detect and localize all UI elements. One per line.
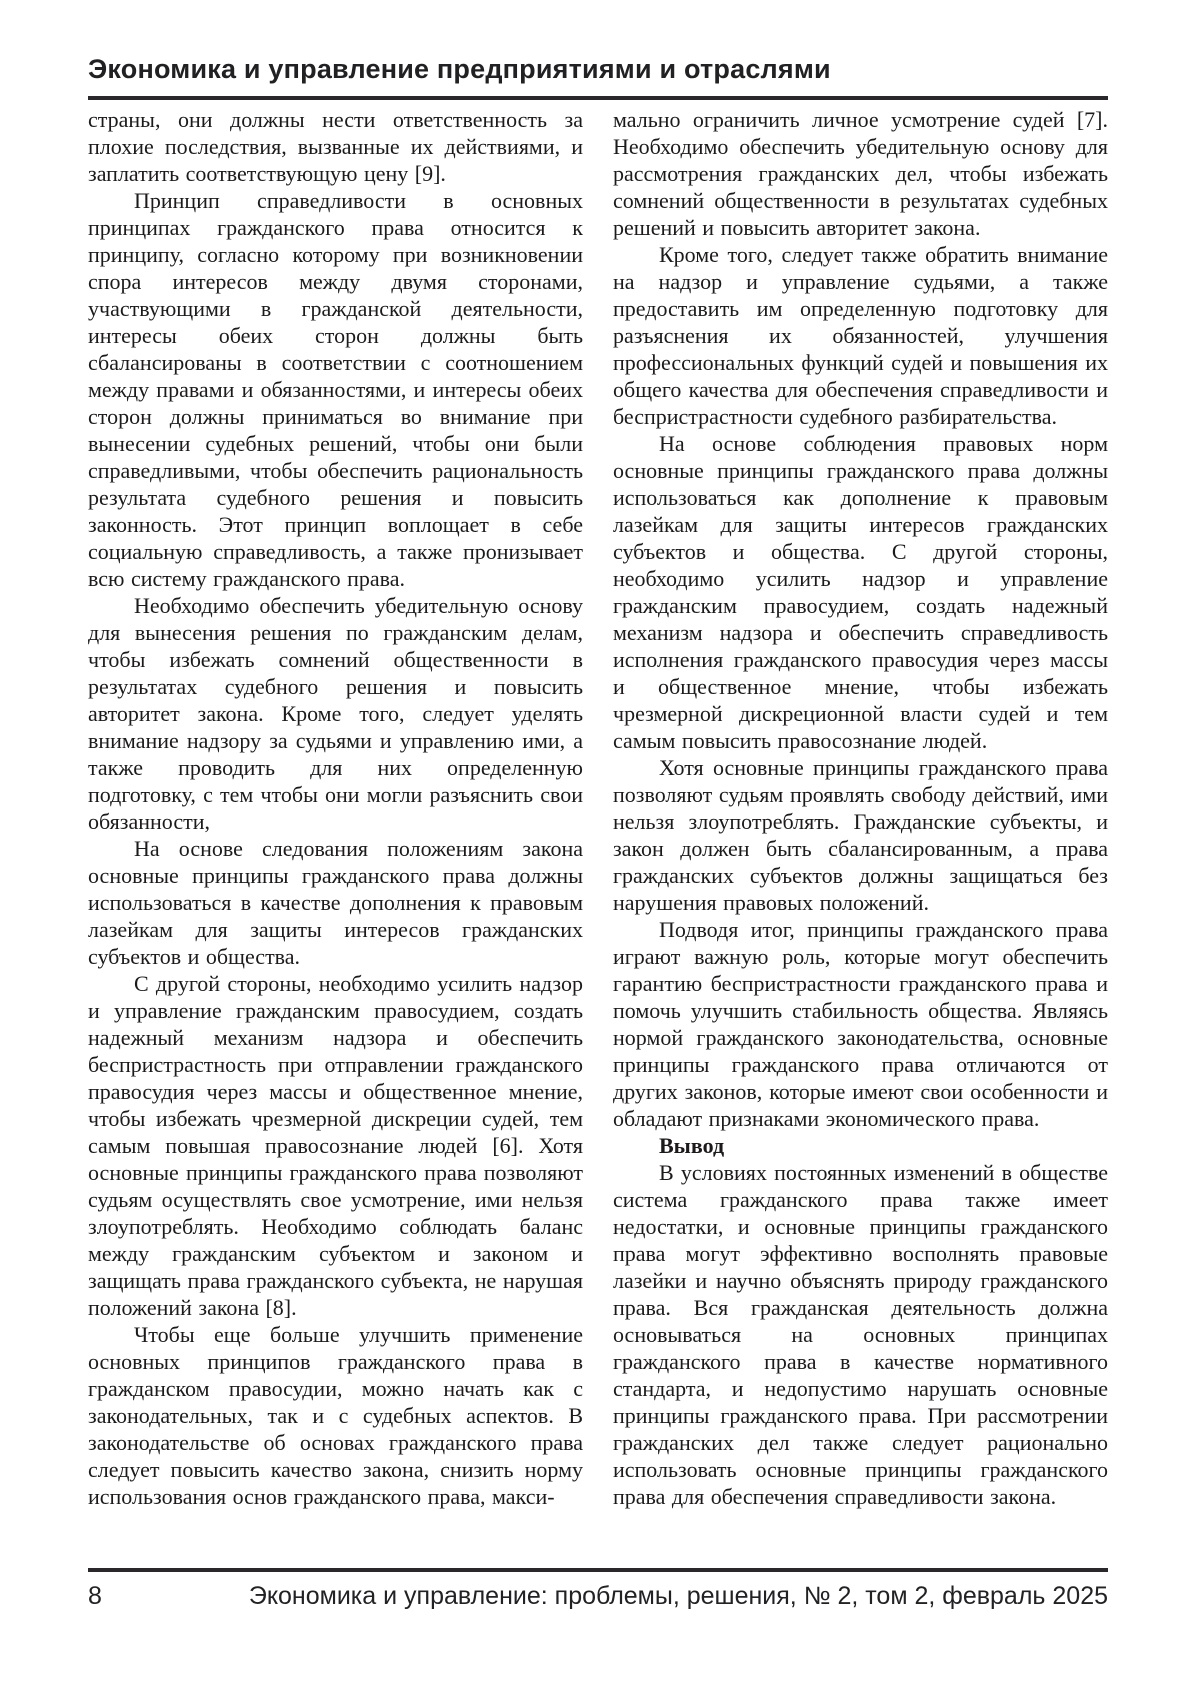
page-number: 8 [88,1582,102,1610]
page-content [88,0,1108,1558]
footer-rule [88,1568,1108,1572]
section-title: Экономика и управление предприятиями и отраслями [88,54,831,84]
paragraph: Хотя основные принципы гражданского права позволяют судьям проявлять свободу действий, ими нельзя злоупотреблять. Гражданские субъекты, и закон должен быть сбалансированным, а права гражданских субъектов должны защищаться без нарушения правовых положений. [613,755,1108,915]
paragraph: Принцип справедливости в основных принципах гражданского права относится к принципу, согласно которому при возникновении спора интересов между двумя сторонами, участвующими в гражданской деятельности, интересы обеих сторон должны быть сбалансированы в соответствии с соотношением между правами и обязанностями, и интересы обеих сторон должны приниматься во внимание при вынесении судебных решений, чтобы они были справедливыми, чтобы обеспечить рациональность результата судебного решения и повысить законность. Этот принцип воплощает в себе социальную справедливость, а также пронизывает всю систему гражданского права. [88,188,583,591]
paragraph: страны, они должны нести ответственность за плохие последствия, вызванные их действиями, и заплатить соответствующую цену [9]. [88,107,583,186]
column-right [613,106,1108,1558]
paragraph: В условиях постоянных изменений в обществе система гражданского права также имеет недостатки, и основные принципы гражданского права могут эффективно восполнять правовые лазейки и научно объяснять природу гражданского права. Вся гражданская деятельность должна основываться на основных принципах гражданского права в качестве нормативного стандарта, и недопустимо нарушать основные принципы гражданского права. При рассмотрении гражданских дел также следует рационально использовать основные принципы гражданского права для обеспечения справедливости закона. [613,1160,1108,1509]
paragraph: На основе соблюдения правовых норм основные принципы гражданского права должны использоваться как дополнение к правовым лазейкам для защиты интересов гражданских субъектов и общества. С другой стороны, необходимо усилить надзор и управление гражданским правосудием, создать надежный механизм надзора и обеспечить справедливость исполнения гражданского правосудия через массы и общественное мнение, чтобы избежать чрезмерной дискреционной власти судей и тем самым повысить правосознание людей. [613,431,1108,753]
page-footer [88,1568,1108,1611]
footer-row [88,1582,1108,1611]
paragraph: Чтобы еще больше улучшить применение основных принципов гражданского права в гражданском правосудии, можно начать как с законодательных, так и с судебных аспектов. В законодательстве об основах гражданского права следует повысить качество закона, снизить норму использования основ гражданского права, макси- [88,1322,583,1509]
journal-reference: Экономика и управление: проблемы, решения, № 2, том 2, февраль 2025 [248,1582,1108,1610]
text-columns [88,106,1108,1558]
paragraph: мально ограничить личное усмотрение судей [7]. Необходимо обеспечить убедительную основу для рассмотрения гражданских дел, чтобы избежать сомнений общественности в результатах судебных решений и повысить авторитет закона. [613,107,1108,240]
paragraph: Подводя итог, принципы гражданского права играют важную роль, которые могут обеспечить гарантию беспристрастности гражданского права и помочь улучшить стабильность общества. Являясь нормой гражданского законодательства, основные принципы гражданского права отличаются от других законов, которые имеют свои особенности и обладают признаками экономического права. [613,917,1108,1131]
paragraph: Необходимо обеспечить убедительную основу для вынесения решения по гражданским делам, чтобы избежать сомнений общественности в результатах судебного решения и повысить авторитет закона. Кроме того, следует уделять внимание надзору за судьями и управлению ими, а также проводить для них определенную подготовку, с тем чтобы они могли разъяснить свои обязанности, [88,593,583,834]
column-left [88,106,583,1558]
paragraph: С другой стороны, необходимо усилить надзор и управление гражданским правосудием, создать надежный механизм надзора и обеспечить беспристрастность при отправлении гражданского правосудия через массы и общественное мнение, чтобы избежать чрезмерной дискреции судей, тем самым повышая правосознание людей [6]. Хотя основные принципы гражданского права позволяют судьям осуществлять свое усмотрение, ими нельзя злоупотреблять. Необходимо соблюдать баланс между гражданским субъектом и законом и защищать права гражданского субъекта, не нарушая положений закона [8]. [88,971,583,1320]
paragraph-heading: Вывод [659,1133,725,1158]
header-rule [88,96,1108,100]
paragraph: Кроме того, следует также обратить внимание на надзор и управление судьями, а также предоставить им определенную подготовку для разъяснения их обязанностей, улучшения профессиональных функций судей и повышения их общего качества для обеспечения справедливости и беспристрастности судебного разбирательства. [613,242,1108,429]
paragraph: На основе следования положениям закона основные принципы гражданского права должны использоваться в качестве дополнения к правовым лазейкам для защиты интересов гражданских субъектов и общества. [88,836,583,969]
